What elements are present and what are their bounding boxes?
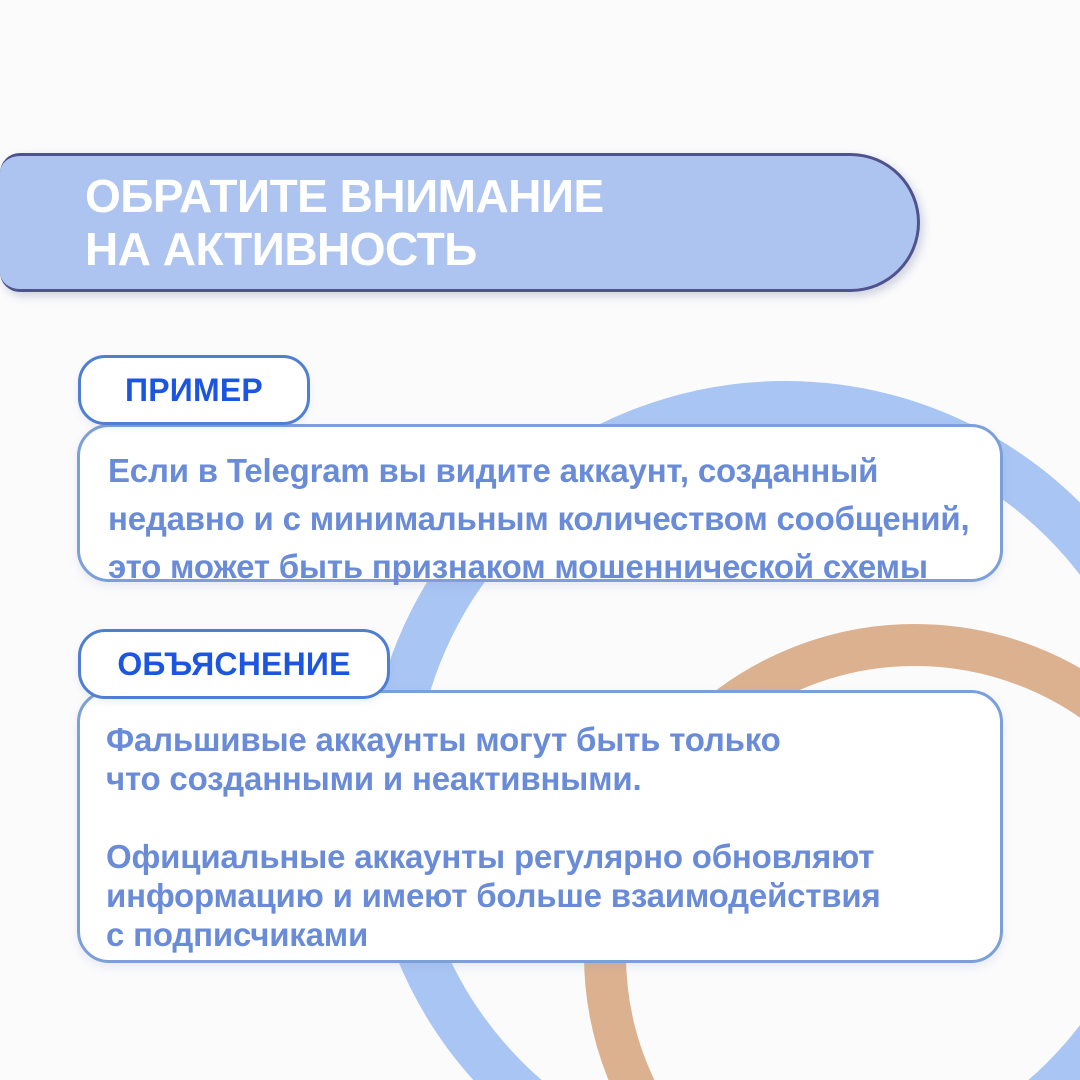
- example-text-line: Если в Telegram вы видите аккаунт, созданный: [108, 452, 879, 489]
- explanation-text-line: информацию и имеют больше взаимодействия: [106, 877, 881, 914]
- banner-title-line-2: НА АКТИВНОСТЬ: [85, 222, 477, 275]
- explanation-text-line: Официальные аккаунты регулярно обновляют: [106, 838, 875, 875]
- banner-title-line-1: ОБРАТИТЕ ВНИМАНИЕ: [85, 169, 604, 222]
- example-text-line: недавно и с минимальным количеством сообщений,: [108, 500, 970, 537]
- explanation-text-line: что созданными и неактивными.: [106, 760, 642, 797]
- explanation-paragraph-1: [106, 720, 976, 798]
- example-label-text: ПРИМЕР: [125, 371, 263, 408]
- explanation-label: [78, 629, 390, 699]
- header-banner: [0, 153, 920, 292]
- explanation-label-text: ОБЪЯСНЕНИЕ: [117, 645, 351, 682]
- example-text-line: это может быть признаком мошеннической схемы: [108, 548, 928, 585]
- example-label: [78, 355, 310, 425]
- example-card: [77, 424, 1003, 585]
- explanation-card: [77, 690, 1003, 963]
- explanation-paragraph-2: [106, 837, 976, 954]
- explanation-text-line: с подписчиками: [106, 916, 369, 953]
- explanation-text-line: Фальшивые аккаунты могут быть только: [106, 721, 781, 758]
